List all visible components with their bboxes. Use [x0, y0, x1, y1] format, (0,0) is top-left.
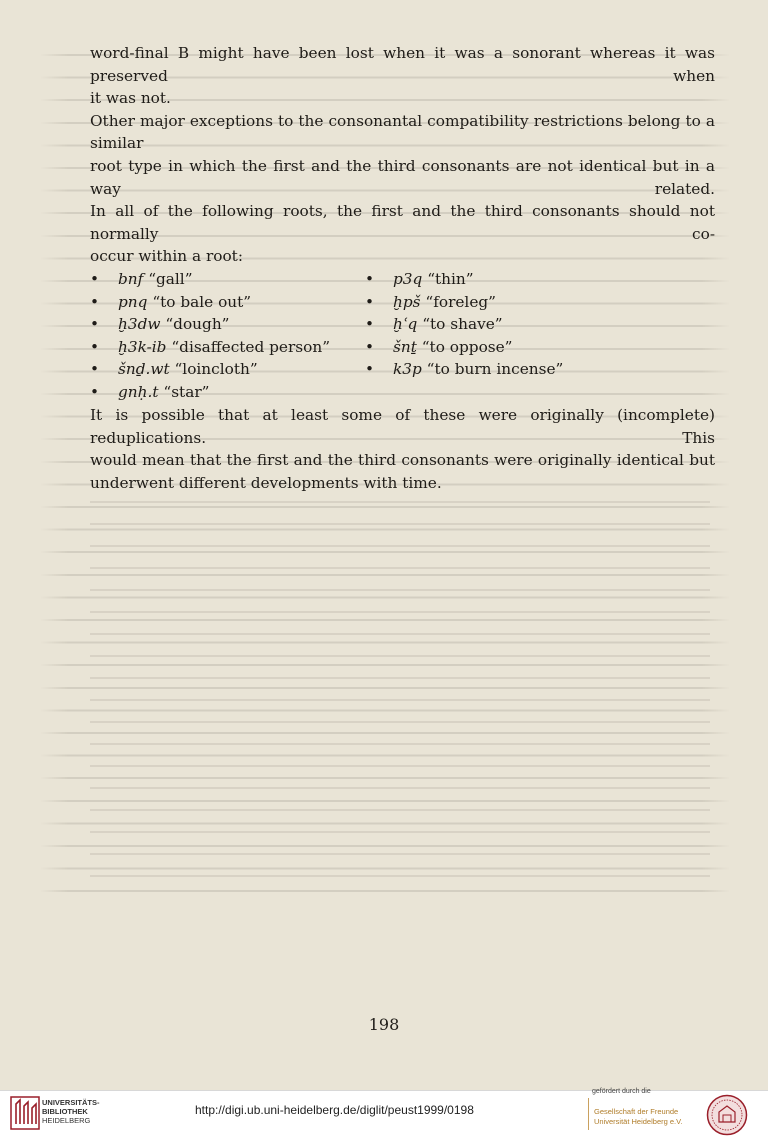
root-gloss: “disaffected person”: [171, 337, 331, 356]
text-line: it was not.: [90, 89, 171, 108]
library-name: [42, 1098, 100, 1125]
root-gloss: “foreleg”: [425, 292, 496, 311]
root-gloss: “to shave”: [422, 315, 503, 334]
bullet-icon: •: [90, 360, 100, 379]
bullet-icon: •: [90, 269, 100, 288]
text-line: Other major exceptions to the consonantal compatibility restrictions belong to a similar: [90, 111, 715, 153]
root-term: p3q: [393, 269, 423, 288]
bullet-icon: •: [365, 360, 375, 379]
bullet-icon: •: [365, 269, 375, 288]
library-line: UNIVERSITÄTS-: [42, 1098, 100, 1107]
text-line: underwent different developments with time.: [90, 473, 442, 492]
bullet-icon: •: [365, 315, 375, 334]
sponsor-name: [594, 1107, 683, 1127]
root-term: pnq: [118, 292, 148, 311]
text-line: occur within a root:: [90, 247, 243, 266]
permalink-url[interactable]: http://digi.ub.uni-heidelberg.de/diglit/peust1999/0198: [195, 1103, 474, 1117]
root-gloss: “to oppose”: [421, 337, 513, 356]
root-term: ḫ3dw: [118, 315, 161, 334]
root-gloss: “star”: [163, 382, 210, 401]
bullet-icon: •: [365, 337, 375, 356]
text-line: It is possible that at least some of these were originally (incomplete) reduplications. This: [90, 405, 715, 447]
root-term: ḫʿq: [393, 315, 418, 334]
root-gloss: “dough”: [165, 315, 230, 334]
text-line: root type in which the first and the third consonants are not identical but in a way related.: [90, 156, 715, 198]
bullet-icon: •: [90, 315, 100, 334]
sponsor-line: Universität Heidelberg e.V.: [594, 1117, 683, 1126]
sponsor-label: gefördert durch die: [592, 1088, 651, 1095]
root-term: ḫpš: [393, 292, 421, 311]
root-list: [90, 268, 715, 404]
root-term: šnḏ.wt: [118, 360, 170, 379]
root-gloss: “to bale out”: [152, 292, 252, 311]
root-term: bnf: [118, 269, 144, 288]
bullet-icon: •: [365, 292, 375, 311]
page-body: [90, 42, 715, 494]
intro-paragraph: [90, 42, 715, 110]
library-line: HEIDELBERG: [42, 1116, 91, 1125]
reduplication-paragraph: [90, 404, 715, 494]
root-term: gnḥ.t: [118, 382, 159, 401]
sponsor-line: Gesellschaft der Freunde: [594, 1107, 679, 1116]
text-line: word-final B might have been lost when it was a sonorant whereas it was preserved when: [90, 44, 715, 85]
root-term: k3p: [393, 360, 422, 379]
bleed-through-section: [90, 488, 710, 878]
text-line: would mean that the first and the third consonants were originally identical but: [90, 451, 715, 470]
bullet-icon: •: [90, 382, 100, 401]
page-number: 198: [368, 1015, 400, 1034]
text-line: In all of the following roots, the first and the third consonants should not normally co-: [90, 202, 715, 243]
bullet-icon: •: [90, 292, 100, 311]
root-gloss: “thin”: [427, 269, 474, 288]
library-line: BIBLIOTHEK: [42, 1107, 88, 1116]
university-seal-icon: [706, 1094, 748, 1136]
root-gloss: “loincloth”: [174, 360, 258, 379]
root-term: ḫ3k-ib: [118, 337, 167, 356]
bullet-icon: •: [90, 337, 100, 356]
university-library-logo-icon: [10, 1096, 40, 1130]
root-term: šnṯ: [393, 337, 417, 356]
root-gloss: “to burn incense”: [426, 360, 564, 379]
exceptions-paragraph: [90, 110, 715, 268]
root-gloss: “gall”: [148, 269, 193, 288]
